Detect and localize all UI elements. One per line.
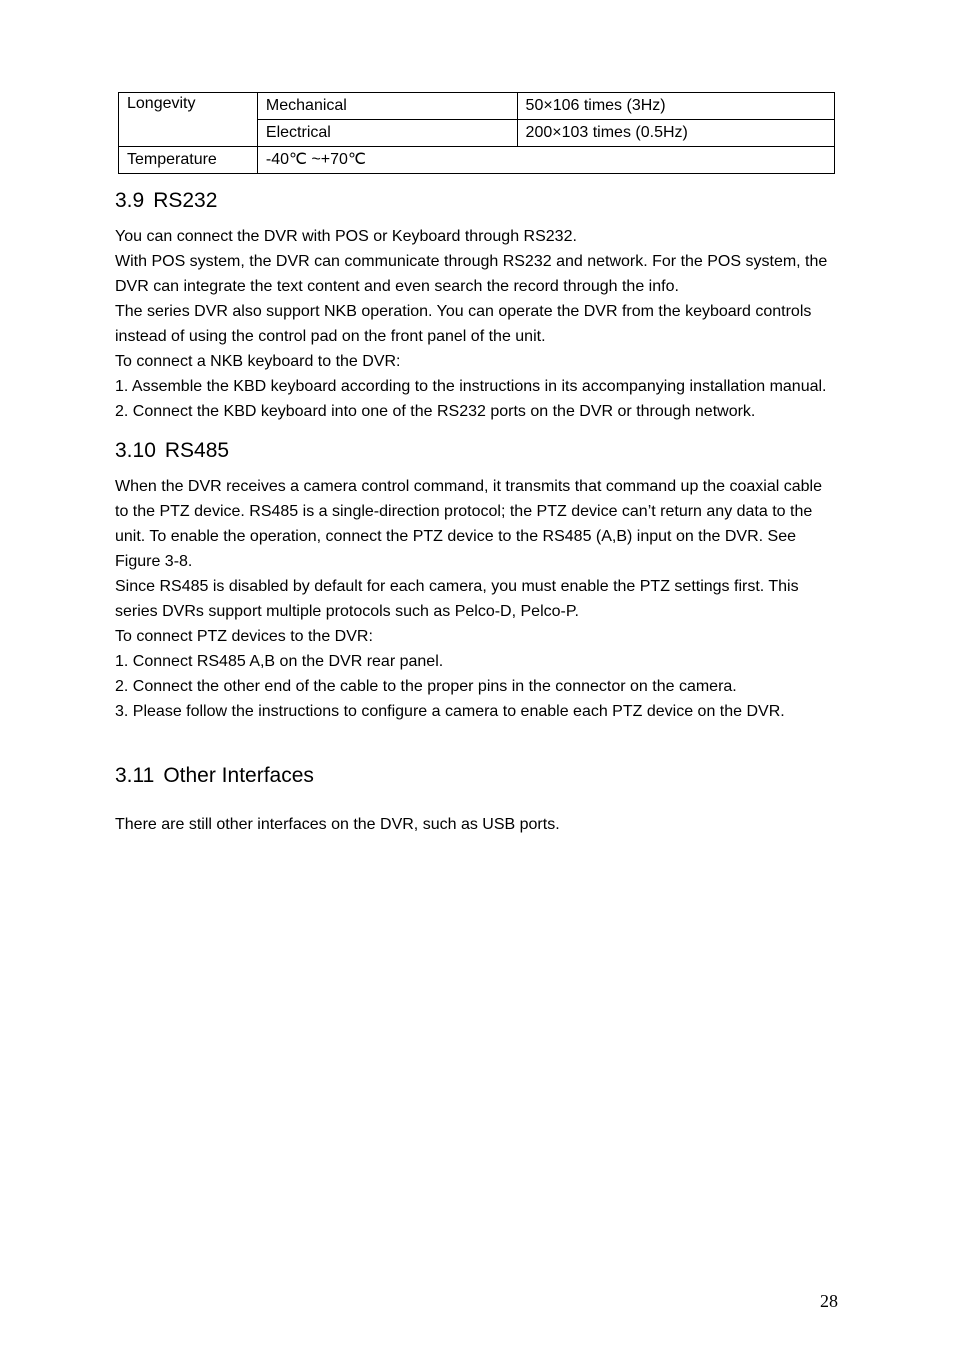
paragraph-line: Since RS485 is disabled by default for each camera, you must enable the PTZ settings first. This bbox=[115, 578, 799, 595]
paragraph-line: 1. Assemble the KBD keyboard according to the instructions in its accompanying installation manual. bbox=[115, 378, 827, 395]
section-heading bbox=[115, 188, 875, 214]
spec-table bbox=[118, 92, 835, 174]
paragraph-line: series DVRs support multiple protocols such as Pelco-D, Pelco-P. bbox=[115, 603, 579, 620]
section-body bbox=[115, 224, 875, 424]
section-rs232 bbox=[115, 188, 875, 424]
section-body bbox=[115, 474, 875, 724]
paragraph-line: to the PTZ device. RS485 is a single-direction protocol; the PTZ device can’t return any data to the bbox=[115, 503, 813, 520]
section-title: RS485 bbox=[164, 439, 230, 462]
paragraph-line: To connect a NKB keyboard to the DVR: bbox=[115, 353, 401, 370]
mechanical-label: Mechanical bbox=[257, 93, 517, 120]
paragraph-line: With POS system, the DVR can communicate through RS232 and network. For the POS system, the bbox=[115, 253, 828, 270]
paragraph-line: There are still other interfaces on the DVR, such as USB ports. bbox=[115, 816, 560, 833]
longevity-label: Longevity bbox=[119, 93, 258, 147]
paragraph-line: unit. To enable the operation, connect the PTZ device to the RS485 (A,B) input on the DVR. See bbox=[115, 528, 797, 545]
temperature-value: -40℃ ~+70℃ bbox=[257, 147, 834, 174]
paragraph-line: 3. Please follow the instructions to configure a camera to enable each PTZ device on the DVR. bbox=[115, 703, 785, 720]
paragraph-line: To connect PTZ devices to the DVR: bbox=[115, 628, 373, 645]
section-other-interfaces bbox=[115, 763, 875, 837]
section-heading bbox=[115, 763, 875, 789]
section-title: RS232 bbox=[153, 189, 218, 212]
page-number: 28 bbox=[820, 1291, 838, 1311]
table-row bbox=[119, 93, 835, 120]
section-heading bbox=[115, 438, 875, 464]
table-row bbox=[119, 147, 835, 174]
paragraph-line: You can connect the DVR with POS or Keyboard through RS232. bbox=[115, 228, 577, 245]
paragraph-line: instead of using the control pad on the front panel of the unit. bbox=[115, 328, 546, 345]
electrical-label: Electrical bbox=[257, 120, 517, 147]
section-number: 3.10 bbox=[115, 439, 156, 462]
section-title: Other Interfaces bbox=[163, 764, 314, 787]
paragraph-line: The series DVR also support NKB operation. You can operate the DVR from the keyboard controls bbox=[115, 303, 812, 320]
section-number: 3.11 bbox=[115, 764, 155, 787]
electrical-value: 200×103 times (0.5Hz) bbox=[517, 120, 834, 147]
temperature-label: Temperature bbox=[119, 147, 258, 174]
paragraph-line: DVR can integrate the text content and even search the record through the info. bbox=[115, 278, 679, 295]
paragraph-line: 2. Connect the KBD keyboard into one of the RS232 ports on the DVR or through network. bbox=[115, 403, 756, 420]
section-rs485 bbox=[115, 438, 875, 724]
paragraph-line: 1. Connect RS485 A,B on the DVR rear panel. bbox=[115, 653, 444, 670]
paragraph-line: 2. Connect the other end of the cable to the proper pins in the connector on the camera. bbox=[115, 678, 737, 695]
mechanical-value: 50×106 times (3Hz) bbox=[517, 93, 834, 120]
section-body bbox=[115, 812, 875, 837]
paragraph-line: Figure 3-8. bbox=[115, 553, 193, 570]
section-number: 3.9 bbox=[115, 189, 145, 212]
paragraph-line: When the DVR receives a camera control command, it transmits that command up the coaxial cable bbox=[115, 478, 822, 495]
